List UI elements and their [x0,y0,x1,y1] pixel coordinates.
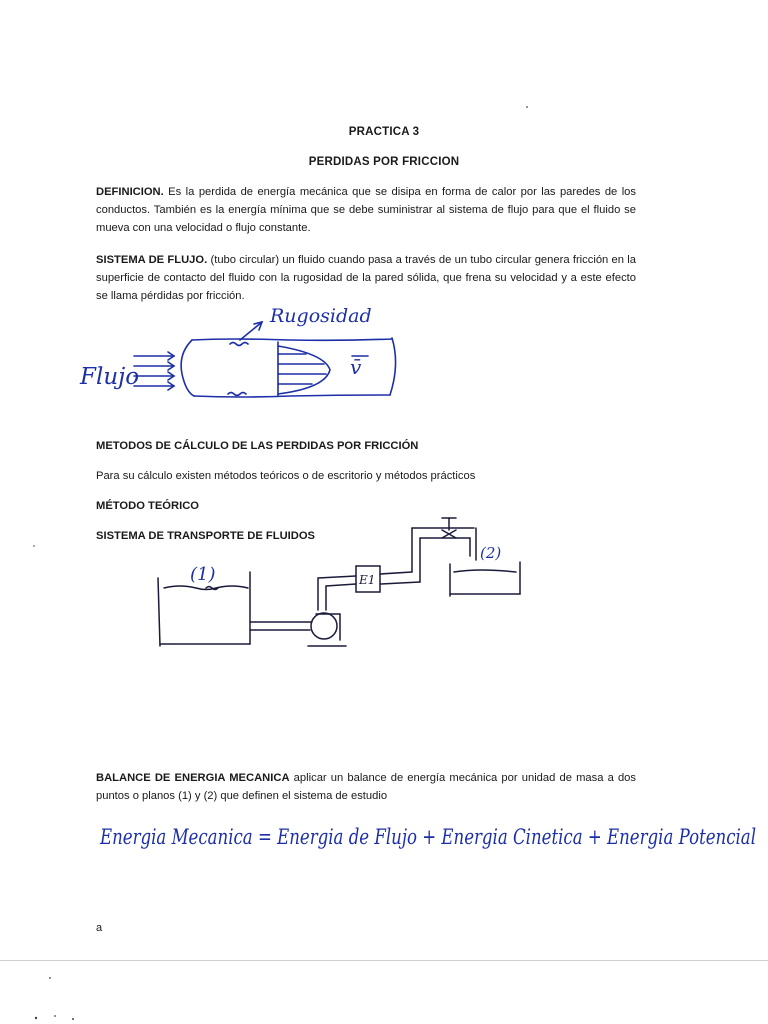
page-subtitle: PERDIDAS POR FRICCION [308,156,460,168]
flow-system-text: (tubo circular) un fluido cuando pasa a través de un tubo circular genera fricción en la superficie de contacto del fluido con la rugosidad de la pared sólida, que frena su velocidad y a este efecto se llama pérdidas por fricción. [96,254,636,302]
definition-text: Es la perdida de energía mecánica que se disipa en forma de calor por las paredes de los conductos. También es la energía mínima que se debe suministrar al sistema de flujo para que el fluido se mueva con una velocidad o flujo constante. [96,186,636,234]
equation-text: Energia Mecanica = Energia de Flujo + Energia Cinetica + Energia Potencial [99,825,757,849]
point2-label: (2) [480,544,502,562]
point1-label: (1) [190,564,216,585]
flow-label: Flujo [80,364,140,390]
methods-heading: METODOS DE CÁLCULO DE LAS PERDIDAS POR FRICCIÓN [96,440,419,452]
roughness-label: Rugosidad [270,305,372,327]
footer-mark: a [96,922,103,934]
methods-text: Para su cálculo existen métodos teóricos o de escritorio y métodos prácticos [96,470,476,482]
page-title: PRACTICA 3 [348,126,420,138]
balance-term: BALANCE DE ENERGIA MECANICA [96,772,290,784]
velocity-label: v̄ [350,355,362,379]
exchanger-label: E1 [359,573,376,587]
flow-system-term: SISTEMA DE FLUJO. [96,254,208,266]
transport-heading: SISTEMA DE TRANSPORTE DE FLUIDOS [96,530,315,542]
theory-heading: MÉTODO TEÓRICO [96,500,199,512]
definition-term: DEFINICION. [96,186,164,198]
balance-text: aplicar un balance de energía mecánica por unidad de masa a dos puntos o planos (1) y (2) que definen el sistema de estudio [96,772,636,802]
